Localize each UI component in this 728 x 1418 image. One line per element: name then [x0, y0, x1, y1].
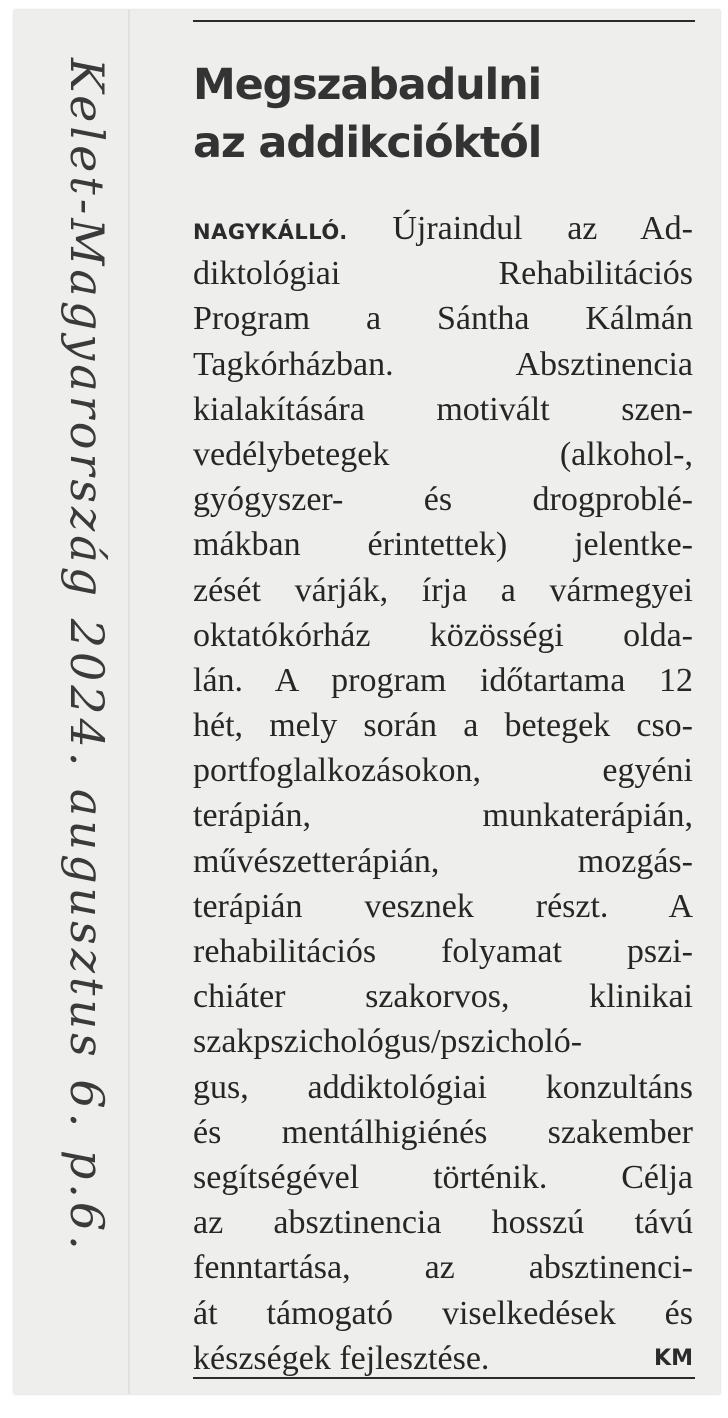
body-line: portfoglalkozásokon, egyéni — [193, 752, 693, 790]
body-line: hét, mely során a betegek cso- — [193, 707, 693, 745]
body-line: oktatókórház közösségi olda- — [193, 616, 693, 654]
body-line: chiáter szakorvos, klinikai — [193, 978, 693, 1016]
article-body — [193, 206, 693, 1381]
body-line — [193, 1336, 693, 1381]
body-line: Tagkórházban. Absztinencia — [193, 345, 693, 383]
body-line: terápián vesznek részt. A — [193, 887, 693, 925]
body-line: terápián, munkaterápián, — [193, 797, 693, 835]
article-headline — [193, 56, 693, 172]
author-byline: KM — [654, 1345, 693, 1371]
headline-line: Megszabadulni — [193, 60, 542, 110]
body-line-text: Újraindul az Ad- — [392, 210, 693, 247]
body-line: zését várják, írja a vármegyei — [193, 571, 693, 609]
handwritten-source-note — [32, 58, 132, 1418]
body-line: gus, addiktológiai konzultáns — [193, 1068, 693, 1106]
body-line: és mentálhigiénés szakember — [193, 1113, 693, 1151]
body-line: mákban érintettek) jelentke- — [193, 526, 693, 564]
handwritten-source-text: Kelet-Magyarország 2024. augusztus 6. p.6. — [60, 58, 114, 1254]
article-dateline: NAGYKÁLLÓ. — [193, 220, 348, 244]
body-line: fenntartása, az absztinenci- — [193, 1249, 693, 1287]
body-line: lán. A program időtartama 12 — [193, 661, 693, 699]
body-line — [193, 206, 693, 251]
bottom-rule — [193, 1377, 695, 1379]
top-rule — [193, 20, 695, 22]
body-line: rehabilitációs folyamat pszi- — [193, 933, 693, 970]
body-line: az absztinencia hosszú távú — [193, 1204, 693, 1242]
body-line: gyógyszer- és drogproblé- — [193, 481, 693, 519]
headline-line: az addikcióktól — [193, 118, 542, 168]
body-line: segítségével történik. Célja — [193, 1158, 693, 1196]
body-line: diktológiai Rehabilitációs — [193, 255, 693, 293]
body-line: szakpszichológus/pszicholó- — [193, 1023, 583, 1061]
body-line: vedélybetegek (alkohol-, — [193, 435, 693, 473]
body-line: művészetterápián, mozgás- — [193, 842, 693, 880]
body-line: át támogató viselkedések és — [193, 1294, 693, 1332]
body-line: Program a Sántha Kálmán — [193, 300, 693, 338]
body-line: kialakítására motivált szen- — [193, 390, 693, 428]
body-line-text: készségek fejlesztése. — [193, 1339, 490, 1377]
